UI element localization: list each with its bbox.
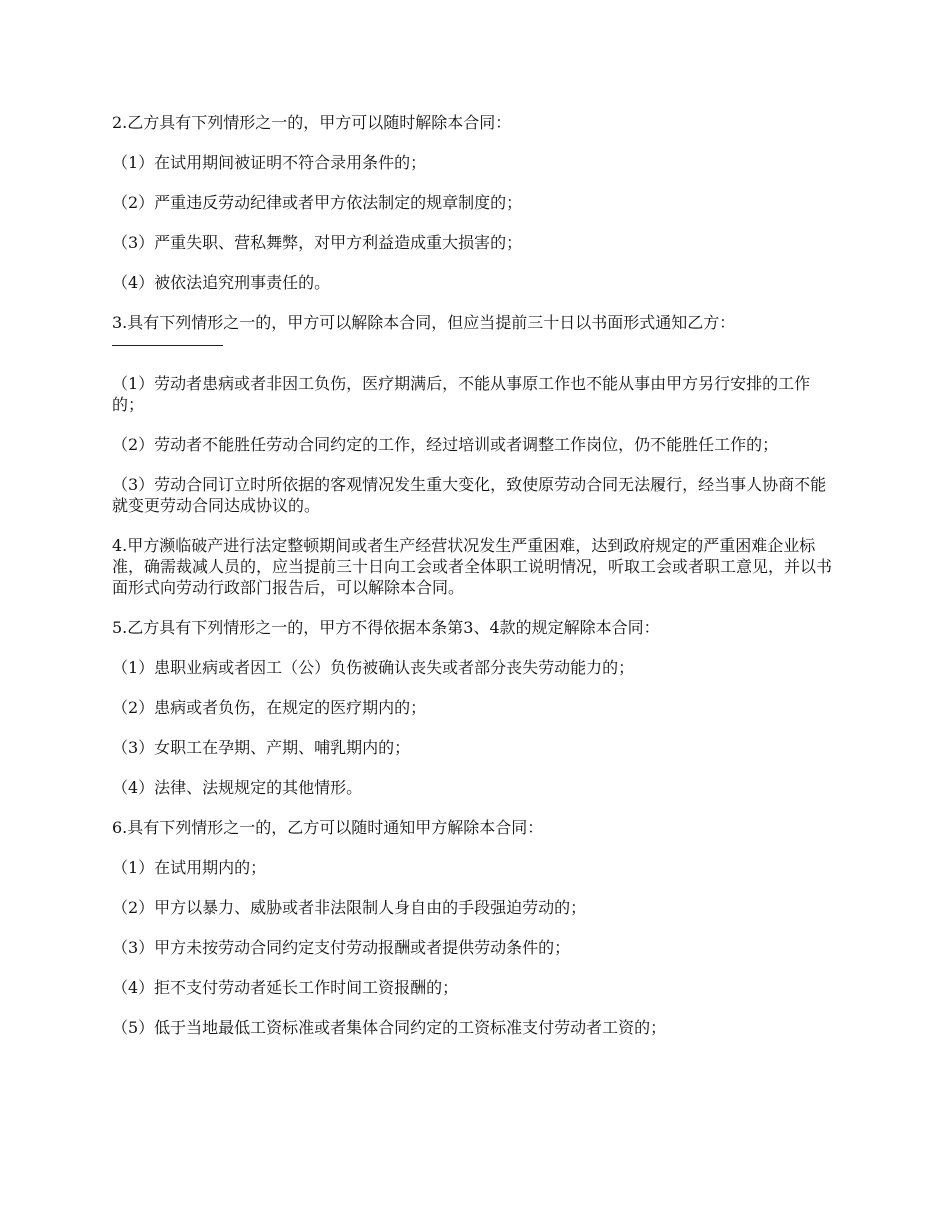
clause-2-heading: 2.乙方具有下列情形之一的，甲方可以随时解除本合同： — [112, 113, 512, 132]
clause-3-heading: 3.具有下列情形之一的，甲方可以解除本合同，但应当提前三十日以书面形式通知乙方： — [112, 313, 736, 332]
clause-3-item-3: （3）劳动合同订立时所依据的客观情况发生重大变化，致使原劳动合同无法履行，经当事人协商不能就变更劳动合同达成协议的。 — [112, 475, 827, 515]
clause-2-item-3: （3）严重失职、营私舞弊，对甲方利益造成重大损害的； — [112, 233, 523, 252]
clause-5-item-2: （2）患病或者负伤，在规定的医疗期内的； — [112, 698, 427, 717]
clause-6-item-2: （2）甲方以暴力、威胁或者非法限制人身自由的手段强迫劳动的； — [112, 898, 587, 917]
blank-underline — [112, 345, 223, 346]
clause-6-item-3: （3）甲方未按劳动合同约定支付劳动报酬或者提供劳动条件的； — [112, 938, 571, 957]
clause-5-item-3: （3）女职工在孕期、产期、哺乳期内的； — [112, 738, 411, 757]
clause-2-item-2: （2）严重违反劳动纪律或者甲方依法制定的规章制度的； — [112, 193, 523, 212]
clause-3-item-1: （1）劳动者患病或者非因工负伤，医疗期满后，不能从事原工作也不能从事由甲方另行安排的工作的； — [112, 374, 811, 414]
clause-4: 4.甲方濒临破产进行法定整顿期间或者生产经营状况发生严重困难，达到政府规定的严重困难企业标准，确需裁减人员的，应当提前三十日向工会或者全体职工说明情况，听取工会或者职工意见，并以书面形式向劳动行政部门报告后，可以解除本合同。 — [112, 536, 833, 597]
clause-6-item-1: （1）在试用期内的； — [112, 858, 267, 877]
document-page — [112, 112, 840, 1057]
clause-3-item-2: （2）劳动者不能胜任劳动合同约定的工作，经过培训或者调整工作岗位，仍不能胜任工作的； — [112, 435, 779, 454]
clause-6-item-5: （5）低于当地最低工资标准或者集体合同约定的工资标准支付劳动者工资的； — [112, 1018, 667, 1037]
clause-5-heading: 5.乙方具有下列情形之一的，甲方不得依据本条第3、4款的规定解除本合同： — [112, 618, 660, 637]
clause-2-item-1: （1）在试用期间被证明不符合录用条件的； — [112, 153, 427, 172]
clause-6-heading: 6.具有下列情形之一的，乙方可以随时通知甲方解除本合同： — [112, 818, 544, 837]
clause-5-item-1: （1）患职业病或者因工（公）负伤被确认丧失或者部分丧失劳动能力的； — [112, 658, 635, 677]
clause-2-item-4: （4）被依法追究刑事责任的。 — [112, 273, 331, 292]
clause-6-item-4: （4）拒不支付劳动者延长工作时间工资报酬的； — [112, 978, 459, 997]
clause-5-item-4: （4）法律、法规规定的其他情形。 — [112, 778, 363, 797]
